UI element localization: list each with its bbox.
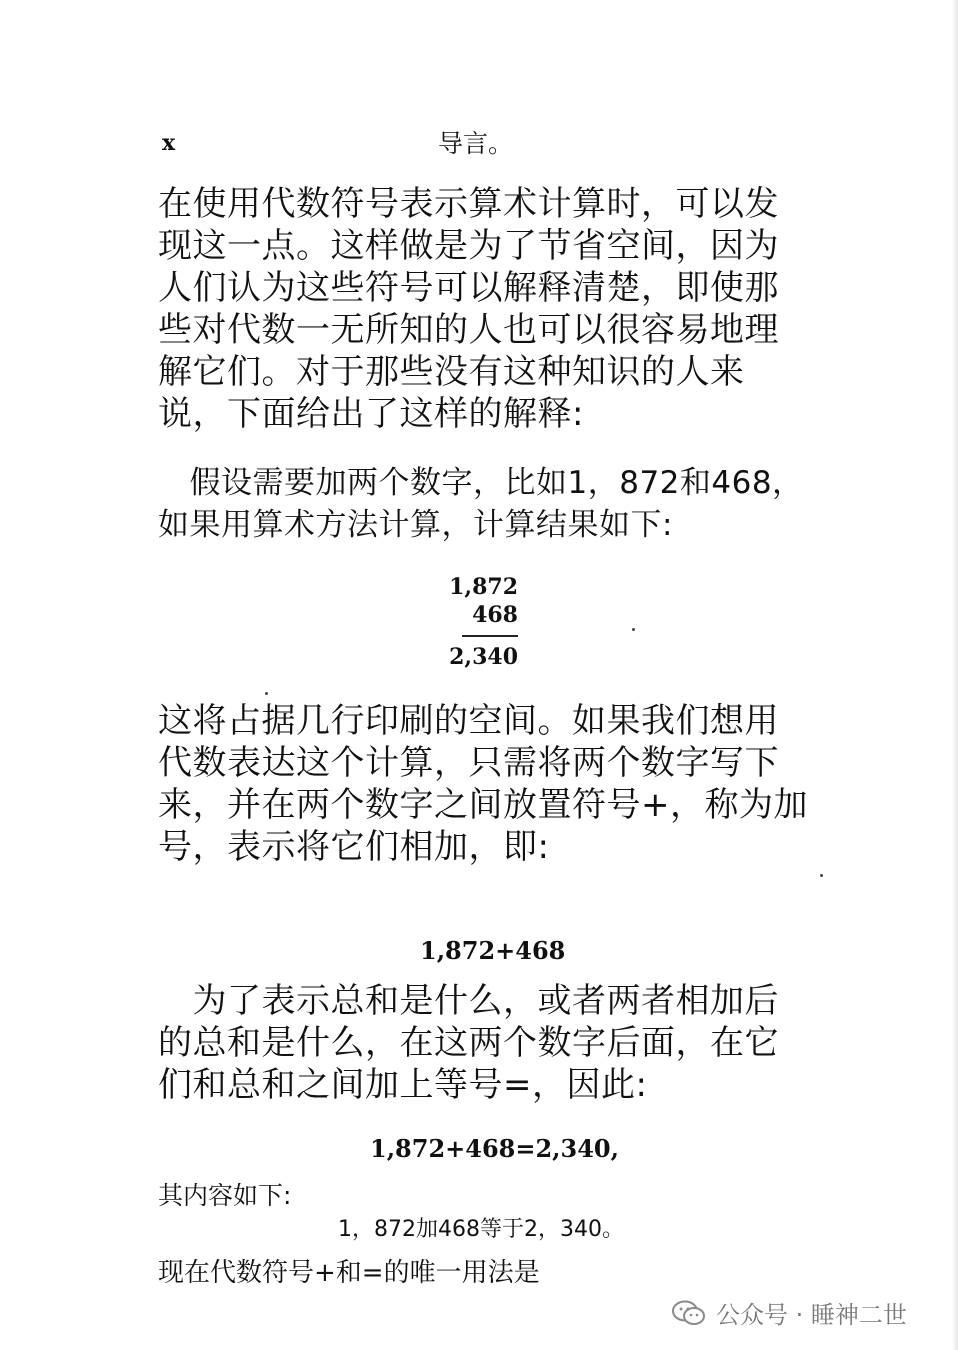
paragraph-2: 假设需要加两个数字，比如1，872和468，如果用算术方法计算，计算结果如下: <box>158 465 804 543</box>
paragraph-3: 这将占据几行印刷的空间。如果我们想用代数表达这个计算，只需将两个数字写下来，并在两个数字之间放置符号+，称为加号，表示将它们相加，即: <box>158 701 808 867</box>
formula-addition: 1,872+468 <box>420 936 566 965</box>
print-speck <box>265 692 268 695</box>
addend-2: 468 <box>472 602 518 628</box>
page-edge-shadow <box>952 0 958 1350</box>
formula-equation: 1,872+468=2,340, <box>370 1134 619 1163</box>
watermark <box>672 1295 907 1330</box>
addend-1: 1,872 <box>449 574 518 600</box>
paragraph-1: 在使用代数符号表示算术计算时，可以发现这一点。这样做是为了节省空间，因为人们认为这些符号可以解释清楚，即使那些对代数一无所知的人也可以很容易地理解它们。对于那些没有这种知识的人来说，下面给出了这样的解释: <box>158 184 779 434</box>
sum-rule <box>462 635 518 637</box>
running-head: 导言。 <box>438 129 514 158</box>
reading-text: 1，872加468等于2，340。 <box>338 1217 624 1242</box>
reading-intro: 其内容如下: <box>158 1181 292 1210</box>
closing-line: 现在代数符号+和=的唯一用法是 <box>158 1258 540 1288</box>
sum-total: 2,340 <box>449 644 518 670</box>
paragraph-4: 为了表示总和是什么，或者两者相加后的总和是什么，在这两个数字后面，在它们和总和之间加上等号=，因此: <box>158 981 779 1105</box>
column-addition <box>444 573 518 671</box>
watermark-text: 公众号 · 睡神二世 <box>716 1301 907 1329</box>
print-speck <box>632 628 635 631</box>
page-number: x <box>162 130 176 156</box>
wechat-icon <box>672 1300 706 1326</box>
print-speck <box>820 874 823 877</box>
